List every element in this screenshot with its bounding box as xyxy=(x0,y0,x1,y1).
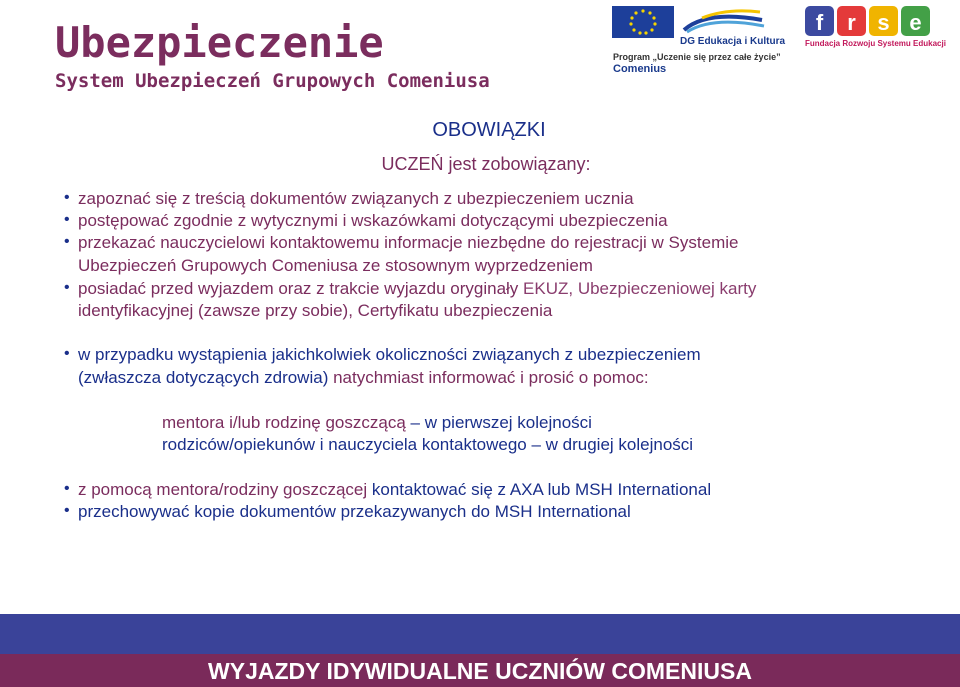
frse-logo-text: Fundacja Rozwoju Systemu Edukacji xyxy=(805,39,946,48)
list-item: • w przypadku wystąpienia jakichkolwiek okoliczności związanych z ubezpieczeniem xyxy=(78,345,701,365)
page-subtitle: System Ubezpieczeń Grupowych Comeniusa xyxy=(55,70,490,92)
list-item: • postępować zgodnie z wytycznymi i wskazówkami dotyczącymi ubezpieczenia xyxy=(78,211,668,231)
list-item: • zapoznać się z treścią dokumentów związanych z ubezpieczeniem ucznia xyxy=(78,189,634,209)
eu-flag-logo xyxy=(612,6,772,38)
indented-line: rodziców/opiekunów i nauczyciela kontaktowego – w drugiej kolejności xyxy=(162,435,694,454)
frse-logo xyxy=(805,4,933,38)
list-item-continuation: identyfikacyjnej (zawsze przy sobie), Certyfikatu ubezpieczenia xyxy=(78,301,553,320)
indented-line: mentora i/lub rodzinę goszczącą – w pierwszej kolejności xyxy=(162,413,592,432)
list-item-continuation: Ubezpieczeń Grupowych Comeniusa ze stosownym wyprzedzeniem xyxy=(78,256,593,275)
svg-text:e: e xyxy=(909,10,922,35)
list-item-continuation: (zwłaszcza dotyczących zdrowia) natychmiast informować i prosić o pomoc: xyxy=(78,368,649,387)
list-item: • z pomocą mentora/rodziny goszczącej kontaktować się z AXA lub MSH International xyxy=(78,480,711,500)
page-title: Ubezpieczenie xyxy=(55,18,384,67)
program-logo-text: Program „Uczenie się przez całe życie” xyxy=(613,52,781,62)
footer-title: WYJAZDY IDYWIDUALNE UCZNIÓW COMENIUSA xyxy=(208,658,752,684)
svg-text:f: f xyxy=(815,10,824,35)
svg-text:s: s xyxy=(877,10,890,35)
list-item: • przechowywać kopie dokumentów przekazywanych do MSH International xyxy=(78,502,631,522)
footer-bar-top xyxy=(0,614,960,654)
list-item: • posiadać przed wyjazdem oraz z trakcie wyjazdu oryginały EKUZ, Ubezpieczeniowej karty xyxy=(78,279,756,299)
dg-logo-text: DG Edukacja i Kultura xyxy=(680,36,786,47)
section-subheading: UCZEŃ jest zobowiązany: xyxy=(381,154,591,174)
svg-text:r: r xyxy=(847,10,856,35)
comenius-logo-text: Comenius xyxy=(613,63,667,75)
list-item: • przekazać nauczycielowi kontaktowemu informacje niezbędne do rejestracji w Systemie xyxy=(78,233,738,253)
section-heading: OBOWIĄZKI xyxy=(432,119,546,141)
